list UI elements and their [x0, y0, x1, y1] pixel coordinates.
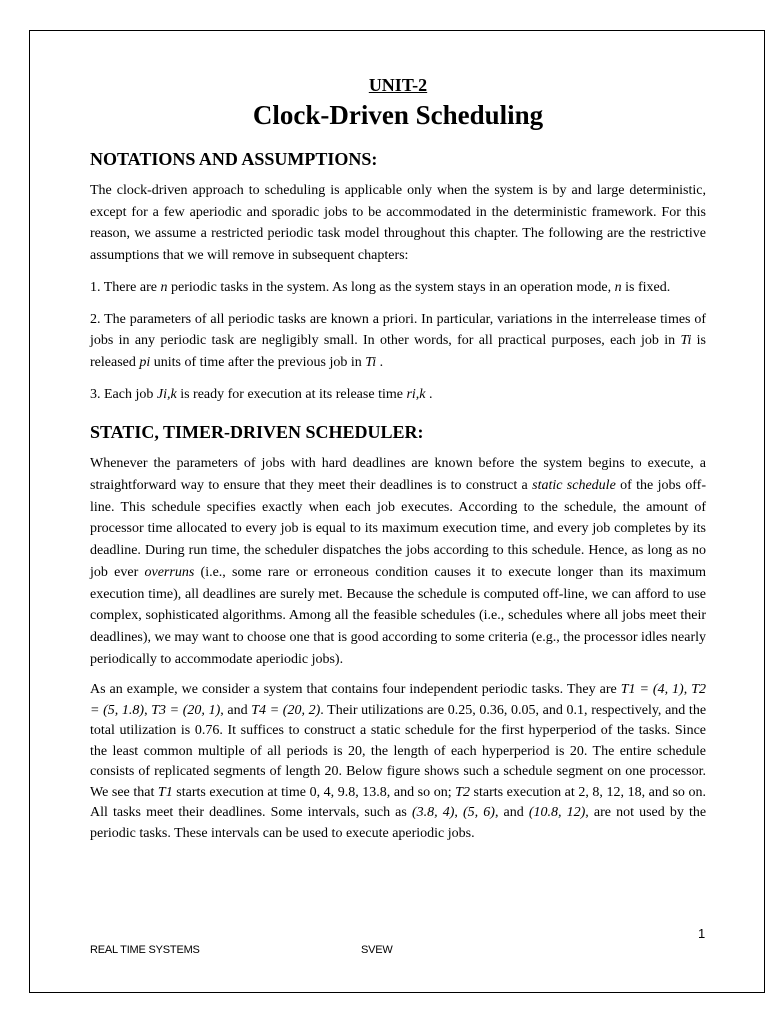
footer-course-title: REAL TIME SYSTEMS [90, 944, 200, 956]
assumption-2: 2. The parameters of all periodic tasks are known a priori. In particular, variations in the interrelease times of jobs in any periodic task are negligibly small. In other words, for all practical purposes, each job in Ti is released pi units of time after the previous job in Ti . [90, 311, 706, 370]
paragraph-static-schedule: Whenever the parameters of jobs with hard deadlines are known before the system begins to execute, a straightforward way to ensure that they meet their deadlines is to construct a static schedule of the jobs off-line. This schedule specifies exactly when each job executes. According to the schedule, the amount of processor time allocated to every job is equal to its maximum execution time, and every job completes by its deadline. During run time, the scheduler dispatches the jobs according to this schedule. Hence, as long as no job ever overruns (i.e., some rare or erroneous condition causes it to execute longer than its maximum execution time), all deadlines are surely met. Because the schedule is computed off-line, we can afford to use complex, sophisticated algorithms. Among all the feasible schedules (i.e., schedules where all jobs meet their deadlines), we may want to choose one that is good according to some criteria (e.g., the processor idles nearly periodically to accommodate aperiodic jobs). [90, 456, 706, 667]
page-title: Clock-Driven Scheduling [252, 100, 544, 130]
assumption-3: 3. Each job Ji,k is ready for execution at its release time ri,k . [90, 386, 433, 402]
document-body [90, 74, 706, 844]
footer-institution: SVEW [361, 944, 393, 956]
paragraph-intro: The clock-driven approach to scheduling is applicable only when the system is by and large deterministic, except for a few aperiodic and sporadic jobs to be accommodated in the deterministic framework. For this reason, we assume a restricted periodic task model throughout this chapter. The following are the restrictive assumptions that we will remove in subsequent chapters: [90, 183, 706, 264]
paragraph-example: As an example, we consider a system that contains four independent periodic tasks. They are T1 = (4, 1), T2 = (5, 1.8), T3 = (20, 1), and T4 = (20, 2). Their utilizations are 0.25, 0.36, 0.05, and 0.1, respectively, and the total utilization is 0.76. It suffices to construct a static schedule for the first hyperperiod of the tasks. Since the least common multiple of all periods is 20, the length of each hyperperiod is 20. The entire schedule consists of replicated segments of length 20. Below figure shows such a schedule segment on one processor. We see that T1 starts execution at time 0, 4, 9.8, 13.8, and so on; T2 starts execution at 2, 8, 12, 18, and so on. All tasks meet their deadlines. Some intervals, such as (3.8, 4), (5, 6), and (10.8, 12), are not used by the periodic tasks. These intervals can be used to execute aperiodic jobs. [90, 682, 707, 841]
section-heading-static-scheduler: STATIC, TIMER-DRIVEN SCHEDULER: [90, 422, 424, 443]
assumption-1: 1. There are n periodic tasks in the system. As long as the system stays in an operation mode, n is fixed. [90, 279, 671, 295]
unit-heading: UNIT-2 [368, 75, 428, 95]
page-number: 1 [698, 926, 706, 941]
section-heading-notations: NOTATIONS AND ASSUMPTIONS: [90, 149, 378, 169]
